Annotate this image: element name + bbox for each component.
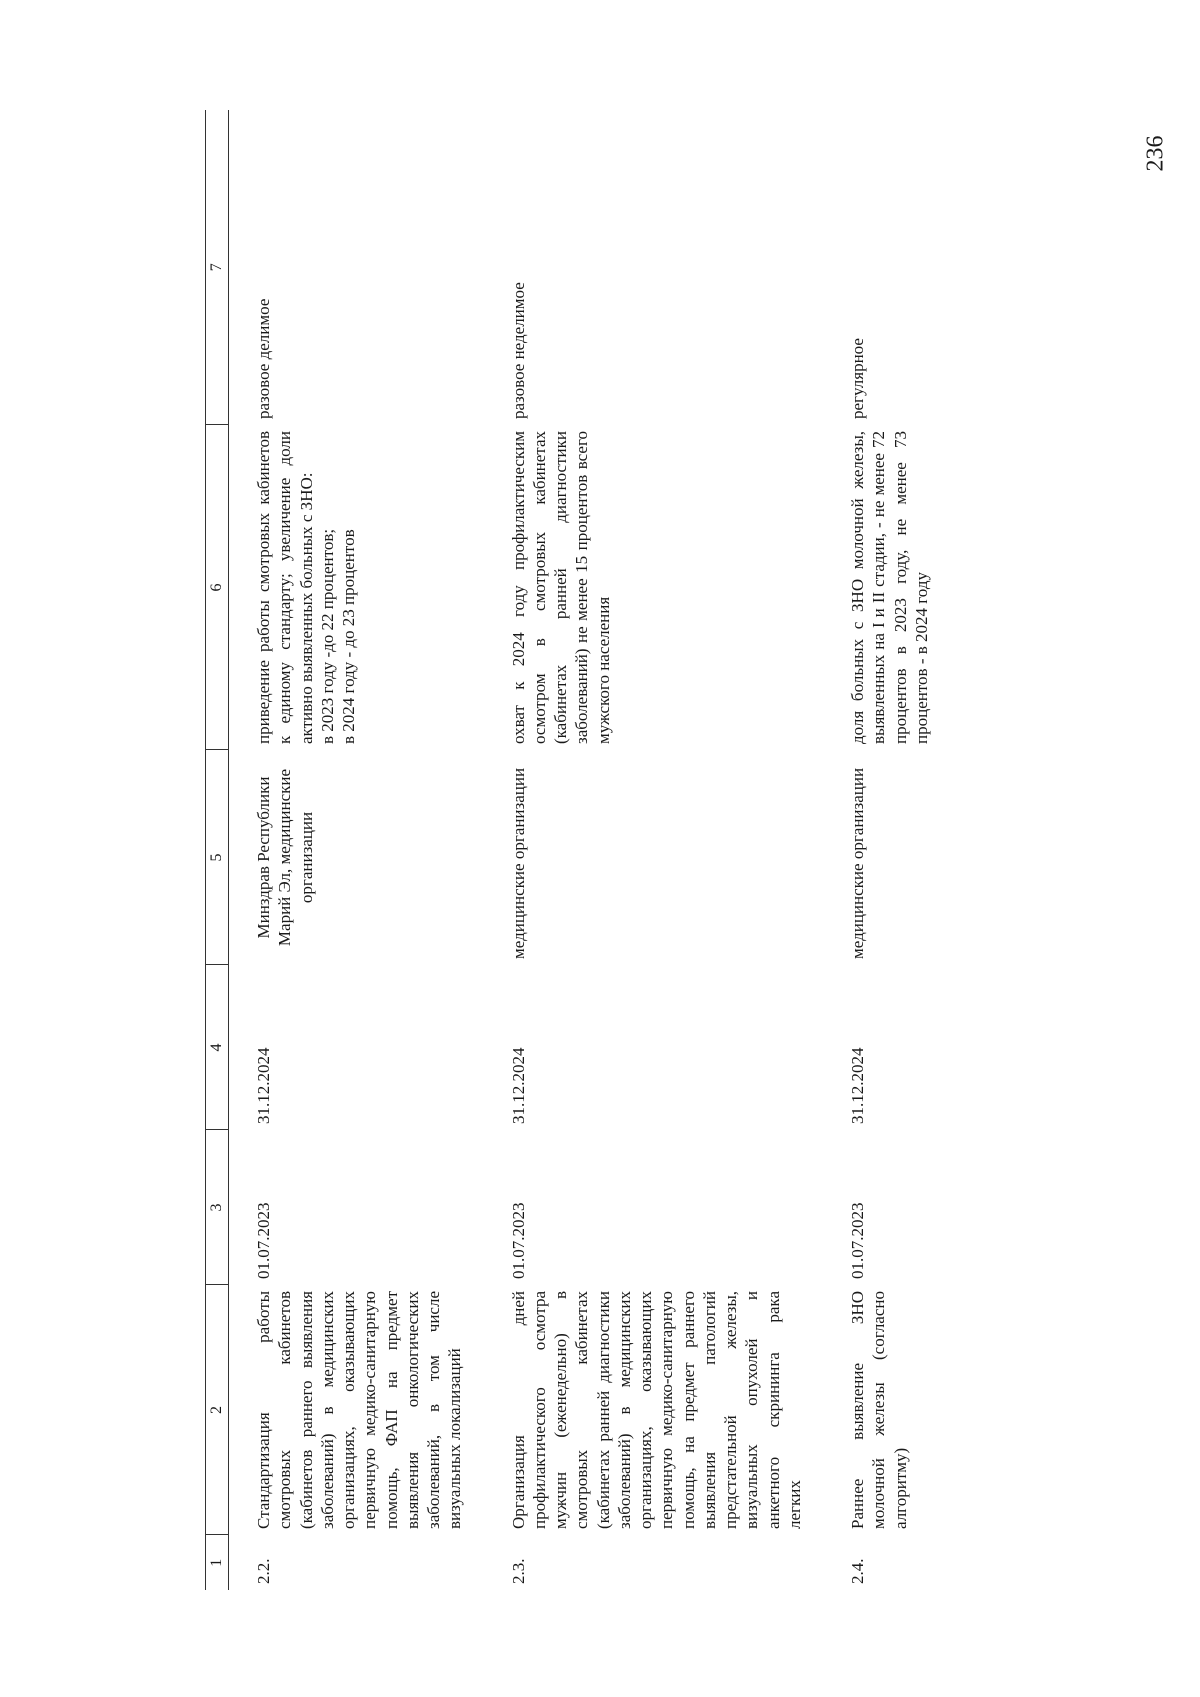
result-cell [823, 425, 950, 750]
table-row [229, 110, 484, 1590]
responsible-cell: медицинские организации [848, 767, 867, 959]
result-line: доля больных с ЗНО молочной железы, выявленных на I и II стадии, - не менее 72 процентов в 2023 году, не менее 73 процентов - в 2024 году [848, 431, 931, 744]
end-date-cell: 31.12.2024 [848, 1047, 867, 1124]
start-date-cell: 01.07.2023 [848, 1202, 867, 1279]
result-cell [484, 425, 824, 750]
activity-cell: Стандартизация работы смотровых кабинетов (кабинетов раннего выявления заболеваний) в медицинских организациях, оказывающих первичную медико-санитарную помощь, ФАП на предмет выявления онкологических заболеваний, в том числе визуальных локализаций [254, 1291, 465, 1529]
end-date-cell: 31.12.2024 [508, 1047, 528, 1124]
result-line: приведение работы смотровых кабинетов к единому стандарту; увеличение доли активно выявленных больных с ЗНО: [254, 431, 316, 744]
plan-table [205, 110, 950, 1590]
type-cell: разовое неделимое [508, 282, 528, 419]
column-header-2: 2 [206, 1285, 229, 1535]
result-cell [229, 425, 484, 750]
result-line: охват к 2024 году профилактическим осмотром в смотровых кабинетах (кабинетах ранней диагностики заболеваний) не менее 15 процентов всего мужского населения [508, 431, 613, 744]
row-number: 2.3. [508, 1558, 528, 1584]
activity-cell: Раннее выявление ЗНО молочной железы (согласно алгоритму) [848, 1291, 910, 1529]
column-header-4: 4 [206, 965, 229, 1130]
column-header-5: 5 [206, 750, 229, 965]
result-line: в 2023 году -до 22 процентов; [317, 528, 337, 744]
column-header-3: 3 [206, 1130, 229, 1285]
activity-cell: Организация дней профилактического осмотра мужчин (еженедельно) в смотровых кабинетах (кабинетах ранней диагностики заболеваний) в медицинских организациях, оказывающих первичную медико-санитарную помощь, на предмет раннего выявления патологий предстательной железы, визуальных опухолей и анкетного скрининга рака легких [508, 1291, 804, 1529]
page-number: 236 [1142, 135, 1169, 172]
type-cell: регулярное [848, 338, 867, 419]
row-number: 2.4. [848, 1558, 867, 1584]
column-header-6: 6 [206, 425, 229, 750]
end-date-cell: 31.12.2024 [254, 1047, 273, 1124]
row-number: 2.2. [254, 1558, 273, 1584]
column-header-1: 1 [206, 1535, 229, 1590]
start-date-cell: 01.07.2023 [508, 1202, 528, 1279]
table-row [484, 110, 824, 1590]
start-date-cell: 01.07.2023 [254, 1202, 273, 1279]
column-number-row [206, 110, 229, 1590]
column-header-7: 7 [206, 110, 229, 425]
responsible-cell: медицинские организации [508, 767, 528, 959]
result-line: в 2024 году - до 23 процентов [339, 529, 358, 744]
type-cell: разовое делимое [254, 298, 273, 419]
rotated-table-container [205, 110, 1165, 1590]
table-row [823, 110, 950, 1590]
responsible-cell: Минздрав Республики Марий Эл, медицинские организации [254, 768, 316, 947]
